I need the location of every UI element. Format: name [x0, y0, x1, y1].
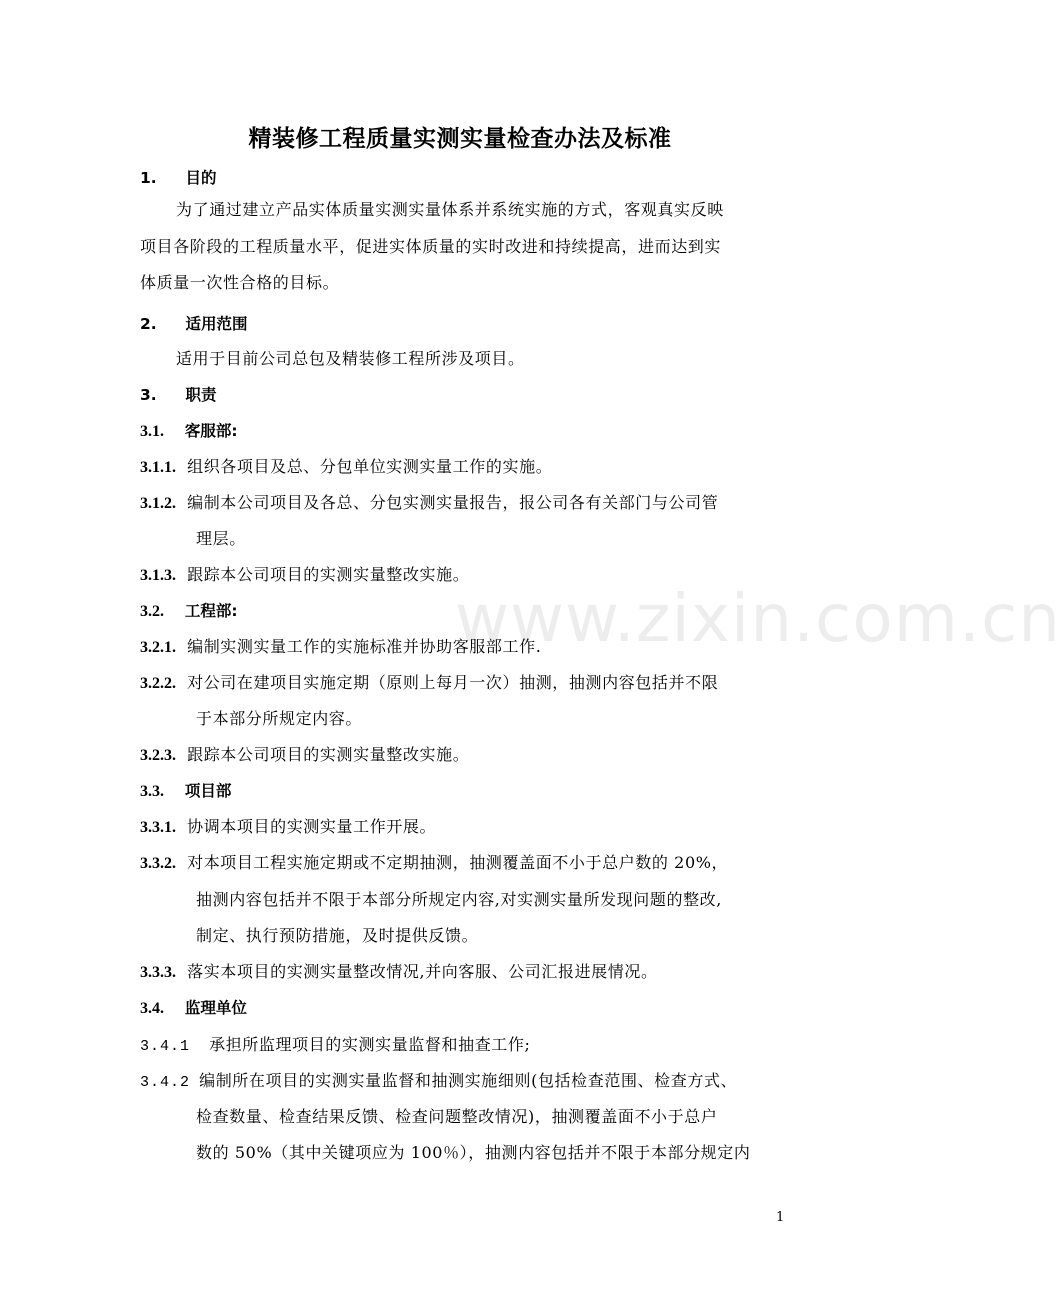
item-text: 编制实测实量工作的实施标准并协助客服部工作. [187, 637, 542, 656]
item-3-3-2 [140, 853, 728, 874]
section-title: 客服部: [184, 422, 238, 440]
item-text: 跟踪本公司项目的实测实量整改实施。 [187, 745, 470, 764]
subsection-3-4-heading [140, 998, 247, 1019]
item-text-continued: 于本部分所规定内容。 [196, 709, 363, 728]
item-3-3-1 [140, 817, 436, 838]
item-number: 3.1.3. [140, 567, 176, 584]
section-number: 1. [140, 169, 157, 187]
item-text-continued: 数的 50%（其中关键项应为 100％），抽测内容包括并不限于本部分规定内 [196, 1143, 751, 1162]
paragraph-line: 项目各阶段的工程质量水平，促进实体质量的实时改进和持续提高，进而达到实 [140, 237, 722, 256]
item-3-4-2 [140, 1071, 737, 1093]
section-number: 3.2. [140, 603, 164, 620]
item-number: 3.1.1. [140, 459, 176, 476]
item-text-continued: 制定、执行预防措施，及时提供反馈。 [196, 926, 479, 945]
watermark: www.zixin.com.cn [455, 580, 1061, 657]
item-3-2-2 [140, 673, 718, 694]
item-3-4-1 [140, 1035, 531, 1057]
item-text-continued: 抽测内容包括并不限于本部分所规定内容,对实测实量所发现问题的整改, [196, 890, 722, 909]
section-number: 2. [140, 315, 157, 333]
section-title: 适用范围 [185, 315, 248, 333]
section-title: 监理单位 [184, 999, 247, 1017]
subsection-3-2-heading [140, 601, 238, 622]
item-number: 3.4.2 [140, 1074, 191, 1091]
item-text: 组织各项目及总、分包单位实测实量工作的实施。 [187, 457, 553, 476]
item-number: 3.2.2. [140, 675, 176, 692]
page-number: 1 [776, 1210, 785, 1225]
item-number: 3.2.1. [140, 639, 176, 656]
paragraph-line: 体质量一次性合格的目标。 [140, 273, 340, 292]
item-text: 编制本公司项目及各总、分包实测实量报告，报公司各有关部门与公司管 [187, 493, 719, 512]
section-number: 3.4. [140, 1000, 164, 1017]
section-number: 3.3. [140, 783, 164, 800]
item-text: 编制所在项目的实测实量监督和抽测实施细则(包括检查范围、检查方式、 [199, 1071, 738, 1090]
section-title: 职责 [185, 386, 217, 404]
subsection-3-1-heading [140, 421, 238, 442]
item-3-1-2 [140, 493, 718, 514]
item-3-3-3 [140, 962, 658, 983]
item-text: 协调本项目的实测实量工作开展。 [187, 817, 437, 836]
paragraph-line: 为了通过建立产品实体质量实测实量体系并系统实施的方式，客观真实反映 [176, 200, 724, 219]
section-title: 目的 [185, 169, 217, 187]
section-1-heading [140, 168, 217, 188]
item-text: 跟踪本公司项目的实测实量整改实施。 [187, 565, 470, 584]
section-2-heading [140, 314, 248, 334]
item-number: 3.1.2. [140, 495, 176, 512]
item-3-2-3 [140, 745, 469, 766]
item-text: 落实本项目的实测实量整改情况,并向客服、公司汇报进展情况。 [187, 962, 658, 981]
item-text: 承担所监理项目的实测实量监督和抽查工作; [209, 1035, 531, 1054]
item-number: 3.4.1 [140, 1038, 191, 1055]
item-3-1-3 [140, 565, 469, 586]
subsection-3-3-heading [140, 781, 231, 802]
item-text-continued: 检查数量、检查结果反馈、检查问题整改情况)，抽测覆盖面不小于总户 [196, 1107, 718, 1126]
item-3-2-1 [140, 637, 541, 658]
item-text-continued: 理层。 [196, 529, 246, 548]
item-text: 对公司在建项目实施定期（原则上每月一次）抽测，抽测内容包括并不限 [187, 673, 719, 692]
item-3-1-1 [140, 457, 552, 478]
paragraph-line: 适用于目前公司总包及精装修工程所涉及项目。 [176, 349, 525, 368]
item-number: 3.2.3. [140, 747, 176, 764]
item-number: 3.3.3. [140, 964, 176, 981]
item-text: 对本项目工程实施定期或不定期抽测，抽测覆盖面不小于总户数的 20%， [187, 853, 729, 872]
section-3-heading [140, 385, 217, 405]
document-title: 精装修工程质量实测实量检查办法及标准 [248, 126, 672, 152]
section-number: 3.1. [140, 423, 164, 440]
section-title: 项目部 [184, 782, 232, 800]
section-title: 工程部: [184, 602, 238, 620]
item-number: 3.3.2. [140, 855, 176, 872]
section-number: 3. [140, 386, 157, 404]
item-number: 3.3.1. [140, 819, 176, 836]
